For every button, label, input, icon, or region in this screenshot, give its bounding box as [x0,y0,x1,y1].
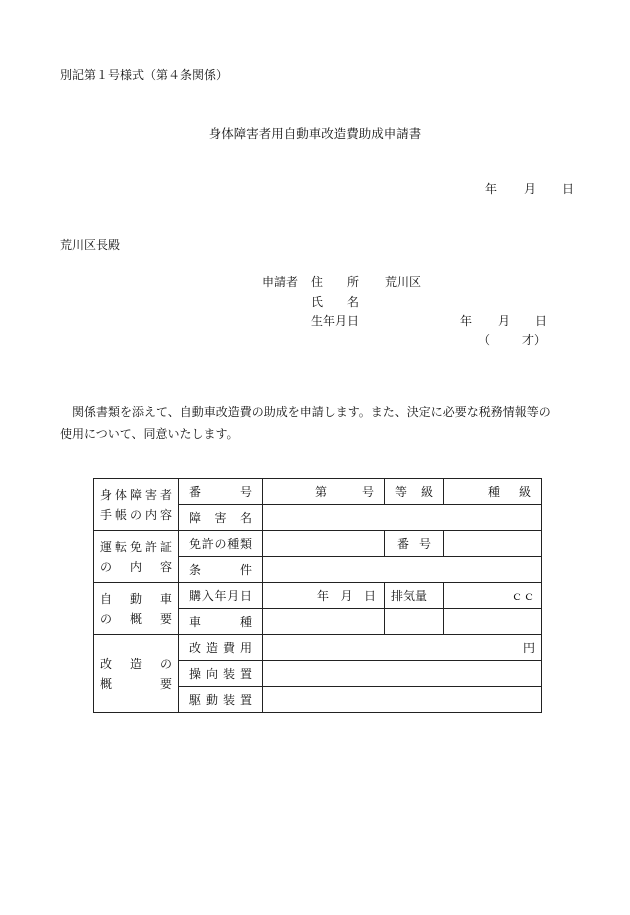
date-month: 月 [524,182,537,196]
birth-year: 年 [460,314,473,328]
table-row [94,583,542,609]
car-model-cell-2[interactable] [385,609,444,635]
techo-header [94,479,179,531]
birth-month: 月 [498,314,511,328]
application-table [93,478,542,713]
modification-line-1: 改 造 の [100,656,172,671]
date-day: 日 [562,182,575,196]
license-header [94,531,179,583]
license-line-1: 運 転 免 許 証 [100,539,172,554]
car-header [94,583,179,635]
disability-name-cell[interactable] [263,505,542,531]
techo-number-cell[interactable] [263,479,385,505]
go-text: 号 [361,485,374,499]
license-type-label: 免 許 の 種 類 [179,531,263,557]
nen-text: 年 [317,589,330,603]
steering-label: 操 向 装 置 [179,661,263,687]
drive-label: 駆 動 装 置 [179,687,263,713]
birthdate-label: 生年月日 [311,314,360,328]
license-number-cell[interactable] [444,531,542,557]
tsuki-text: 月 [340,589,353,603]
date-year: 年 [485,182,498,196]
addressee: 荒川区長殿 [60,238,121,252]
license-number-label: 番 号 [385,531,444,557]
yen-text: 円 [522,641,535,655]
modification-line-2: 概 要 [100,676,172,691]
birth-day: 日 [535,314,548,328]
consent-line-1: 関係書類を添えて、自動車改造費の助成を申請します。また、決定に必要な税務情報等の [60,405,551,419]
grade-cell[interactable] [444,479,542,505]
name-label: 氏 名 [311,295,360,309]
conditions-cell[interactable] [263,557,542,583]
car-model-cell-3[interactable] [444,609,542,635]
car-model-label: 車 種 [179,609,263,635]
purchase-date-cell[interactable] [263,583,385,609]
license-type-cell[interactable] [263,531,385,557]
conditions-label: 条 件 [179,557,263,583]
purchase-date-label: 購 入 年 月 日 [179,583,263,609]
age-open: （ [478,333,491,347]
modification-header [94,635,179,713]
techo-line-2: 手 帳 の 内 容 [100,507,172,522]
consent-paragraph [60,401,585,445]
drive-cell[interactable] [263,687,542,713]
consent-line-2: 使用について、同意いたします。 [60,427,239,441]
table-row [94,531,542,557]
address-value: 荒川区 [385,275,422,289]
cc-text: ｃｃ [510,589,535,603]
techo-line-1: 身 体 障 害 者 [100,487,172,502]
modification-cost-cell[interactable] [263,635,542,661]
shu-text: 種 [488,485,501,499]
kyu-text: 級 [518,485,531,499]
document-title: 身体障害者用自動車改造費助成申請書 [208,126,422,141]
age-close: 才） [522,333,547,347]
table-row [94,635,542,661]
grade-label: 等 級 [385,479,444,505]
car-model-cell[interactable] [263,609,385,635]
car-line-2: の 概 要 [100,611,172,626]
form-number: 別記第１号様式（第４条関係） [60,68,229,82]
modification-cost-label: 改 造 費 用 [179,635,263,661]
dai-text: 第 [315,485,328,499]
split-number-label: 番 号 [189,485,252,499]
license-line-2: の 内 容 [100,559,172,574]
hi-text: 日 [363,589,376,603]
address-label: 住 所 [311,275,360,289]
applicant-label: 申請者 [262,275,299,289]
displacement-cell[interactable] [444,583,542,609]
displacement-label: 排気量 [385,583,444,609]
steering-cell[interactable] [263,661,542,687]
car-line-1: 自 動 車 [100,591,172,606]
disability-name-label: 障 害 名 [179,505,263,531]
techo-number-label [179,479,263,505]
table-row [94,479,542,505]
